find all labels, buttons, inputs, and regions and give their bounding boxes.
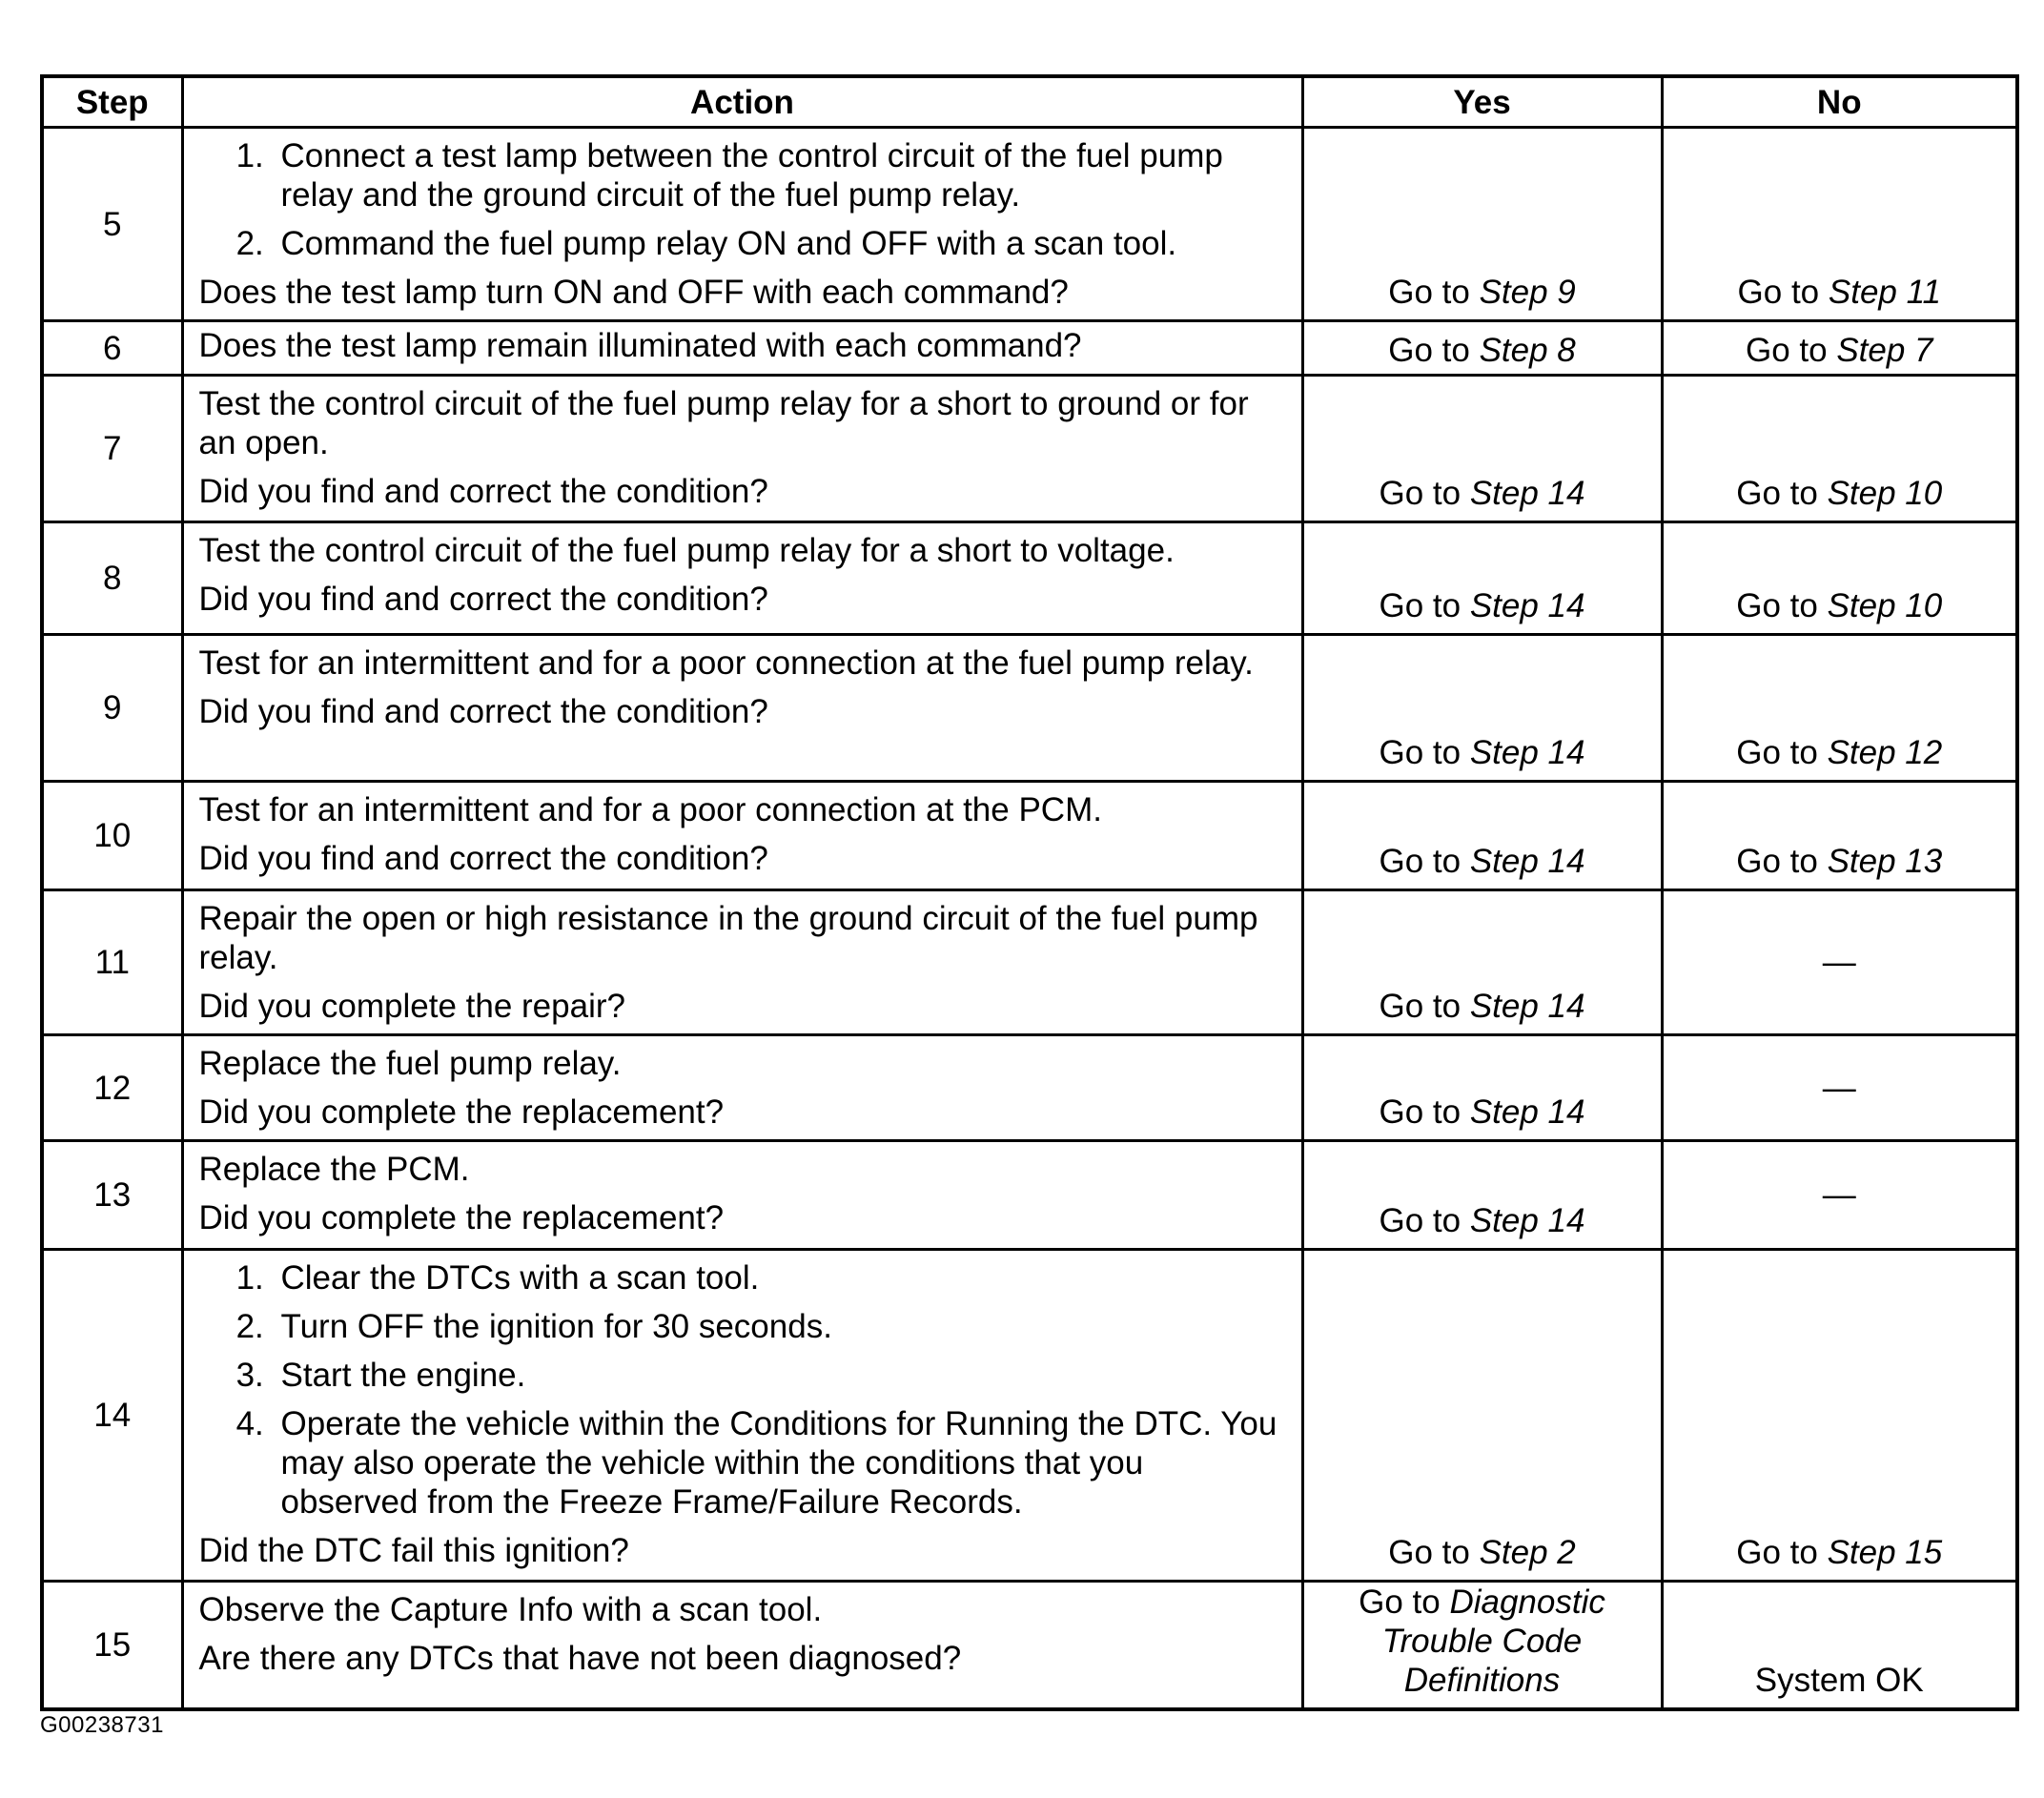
action-list-item: 1. Clear the DTCs with a scan tool. [274, 1258, 1286, 1297]
header-yes: Yes [1302, 76, 1662, 128]
no-result: — [1822, 1176, 1856, 1214]
no-result: — [1822, 944, 1856, 981]
yes-result: Go to Step 14 [1379, 1202, 1585, 1239]
no-result: Go to Step 7 [1745, 332, 1933, 369]
yes-cell [1302, 376, 1662, 522]
yes-result: Go to Diagnostic Trouble Code Definitions [1359, 1583, 1605, 1699]
yes-result: Go to Step 14 [1379, 843, 1585, 880]
action-list [199, 1258, 1286, 1522]
action-cell [182, 890, 1302, 1035]
action-cell [182, 782, 1302, 890]
table-row [42, 890, 2017, 1035]
step-number: 10 [42, 782, 182, 890]
yes-result: Go to Step 14 [1379, 734, 1585, 771]
yes-cell [1302, 1141, 1662, 1250]
no-result: Go to Step 13 [1736, 843, 1943, 880]
step-reference: Step 9 [1479, 274, 1576, 311]
no-result: Go to Step 10 [1736, 475, 1943, 512]
action-question: Did you complete the replacement? [198, 1093, 725, 1131]
table-row [42, 1035, 2017, 1141]
action-question: Did you find and correct the condition? [198, 840, 768, 877]
yes-cell [1302, 1250, 1662, 1582]
action-question: Did you find and correct the condition? [198, 473, 768, 510]
table-row [42, 1582, 2017, 1710]
step-number: 12 [42, 1035, 182, 1141]
no-cell [1662, 522, 2017, 635]
yes-result: Go to Step 2 [1388, 1534, 1576, 1571]
action-cell [182, 1250, 1302, 1582]
no-cell [1662, 1250, 2017, 1582]
step-number: 8 [42, 522, 182, 635]
action-list-item: 4. Operate the vehicle within the Conditions for Running the DTC. You may also operate the vehicle within the conditions that you observed from the Freeze Frame/Failure Records. [274, 1404, 1286, 1522]
step-number: 15 [42, 1582, 182, 1710]
yes-cell [1302, 1035, 1662, 1141]
step-reference: Step 14 [1469, 1093, 1585, 1131]
step-reference: Step 14 [1469, 734, 1585, 771]
step-number: 7 [42, 376, 182, 522]
action-cell [182, 1141, 1302, 1250]
yes-result: Go to Step 9 [1388, 274, 1576, 311]
table-row [42, 635, 2017, 782]
action-text: Test for an intermittent and for a poor connection at the PCM. [198, 791, 1102, 828]
no-cell [1662, 1582, 2017, 1710]
table-row [42, 522, 2017, 635]
yes-cell [1302, 635, 1662, 782]
action-text: Test the control circuit of the fuel pump relay for a short to voltage. [198, 532, 1175, 569]
no-cell [1662, 635, 2017, 782]
action-cell [182, 522, 1302, 635]
step-reference: Step 14 [1469, 587, 1585, 624]
action-list-item: 2. Turn OFF the ignition for 30 seconds. [274, 1307, 1286, 1346]
header-action: Action [182, 76, 1302, 128]
table-row [42, 1250, 2017, 1582]
no-result: Go to Step 11 [1737, 274, 1941, 311]
step-reference: Step 14 [1469, 475, 1585, 512]
yes-result: Go to Step 8 [1388, 332, 1576, 369]
action-text: Test for an intermittent and for a poor connection at the fuel pump relay. [198, 644, 1254, 682]
step-reference: Step 10 [1827, 475, 1943, 512]
action-text: Repair the open or high resistance in the ground circuit of the fuel pump relay. [198, 900, 1258, 976]
step-reference: Step 10 [1827, 587, 1943, 624]
step-reference: Step 14 [1469, 843, 1585, 880]
step-reference: Step 15 [1827, 1534, 1943, 1571]
action-cell [182, 635, 1302, 782]
step-reference: Step 13 [1827, 843, 1943, 880]
action-text: Observe the Capture Info with a scan tool. [198, 1591, 823, 1628]
action-question: Did you complete the repair? [198, 988, 625, 1025]
step-number: 14 [42, 1250, 182, 1582]
step-number: 9 [42, 635, 182, 782]
yes-result: Go to Step 14 [1379, 587, 1585, 624]
step-number: 13 [42, 1141, 182, 1250]
yes-cell [1302, 321, 1662, 376]
action-list-item: 1. Connect a test lamp between the control circuit of the fuel pump relay and the ground circuit of the fuel pump relay. [274, 136, 1286, 215]
yes-result: Go to Step 14 [1379, 988, 1585, 1025]
header-no: No [1662, 76, 2017, 128]
action-question: Does the test lamp remain illuminated with each command? [198, 327, 1082, 364]
diagnostic-table [40, 74, 2019, 1711]
step-reference: Step 12 [1827, 734, 1943, 771]
no-result: Go to Step 12 [1736, 734, 1943, 771]
no-cell [1662, 1035, 2017, 1141]
no-cell [1662, 1141, 2017, 1250]
action-text: Replace the fuel pump relay. [198, 1045, 622, 1082]
step-reference: Step 14 [1469, 1202, 1585, 1239]
step-reference: Step 14 [1469, 988, 1585, 1025]
yes-result: Go to Step 14 [1379, 475, 1585, 512]
header-step: Step [42, 76, 182, 128]
action-question: Did you find and correct the condition? [198, 693, 768, 730]
step-number: 5 [42, 128, 182, 321]
action-cell [182, 1035, 1302, 1141]
table-row [42, 1141, 2017, 1250]
no-result: — [1822, 1069, 1856, 1107]
action-question: Does the test lamp turn ON and OFF with each command? [198, 274, 1069, 311]
action-cell [182, 128, 1302, 321]
figure-id: G00238731 [40, 1712, 164, 1738]
action-question: Did you find and correct the condition? [198, 581, 768, 618]
action-text: Replace the PCM. [198, 1151, 470, 1188]
action-question: Did the DTC fail this ignition? [198, 1532, 629, 1569]
no-result: Go to Step 10 [1736, 587, 1943, 624]
no-result: Go to Step 15 [1736, 1534, 1943, 1571]
yes-cell [1302, 890, 1662, 1035]
step-reference: Step 7 [1836, 332, 1933, 369]
yes-cell [1302, 1582, 1662, 1710]
table-row [42, 321, 2017, 376]
no-cell [1662, 890, 2017, 1035]
step-number: 11 [42, 890, 182, 1035]
action-question: Did you complete the replacement? [198, 1199, 725, 1236]
table-row [42, 376, 2017, 522]
step-reference: Step 2 [1479, 1534, 1576, 1571]
yes-result: Go to Step 14 [1379, 1093, 1585, 1131]
no-cell [1662, 128, 2017, 321]
step-reference: Step 11 [1828, 274, 1941, 311]
no-cell [1662, 782, 2017, 890]
yes-cell [1302, 522, 1662, 635]
action-list [199, 136, 1286, 263]
action-text: Test the control circuit of the fuel pump relay for a short to ground or for an open. [198, 385, 1249, 461]
yes-cell [1302, 128, 1662, 321]
action-cell [182, 321, 1302, 376]
no-cell [1662, 376, 2017, 522]
step-reference: Step 8 [1479, 332, 1576, 369]
action-list-item: 2. Command the fuel pump relay ON and OFF with a scan tool. [274, 224, 1286, 263]
step-number: 6 [42, 321, 182, 376]
action-cell [182, 1582, 1302, 1710]
step-reference: Diagnostic Trouble Code Definitions [1381, 1583, 1605, 1699]
no-cell [1662, 321, 2017, 376]
action-question: Are there any DTCs that have not been diagnosed? [198, 1640, 962, 1677]
action-cell [182, 376, 1302, 522]
header-row [42, 76, 2017, 128]
table-row [42, 128, 2017, 321]
no-result: System OK [1754, 1662, 1924, 1699]
action-list-item: 3. Start the engine. [274, 1356, 1286, 1395]
table-row [42, 782, 2017, 890]
yes-cell [1302, 782, 1662, 890]
